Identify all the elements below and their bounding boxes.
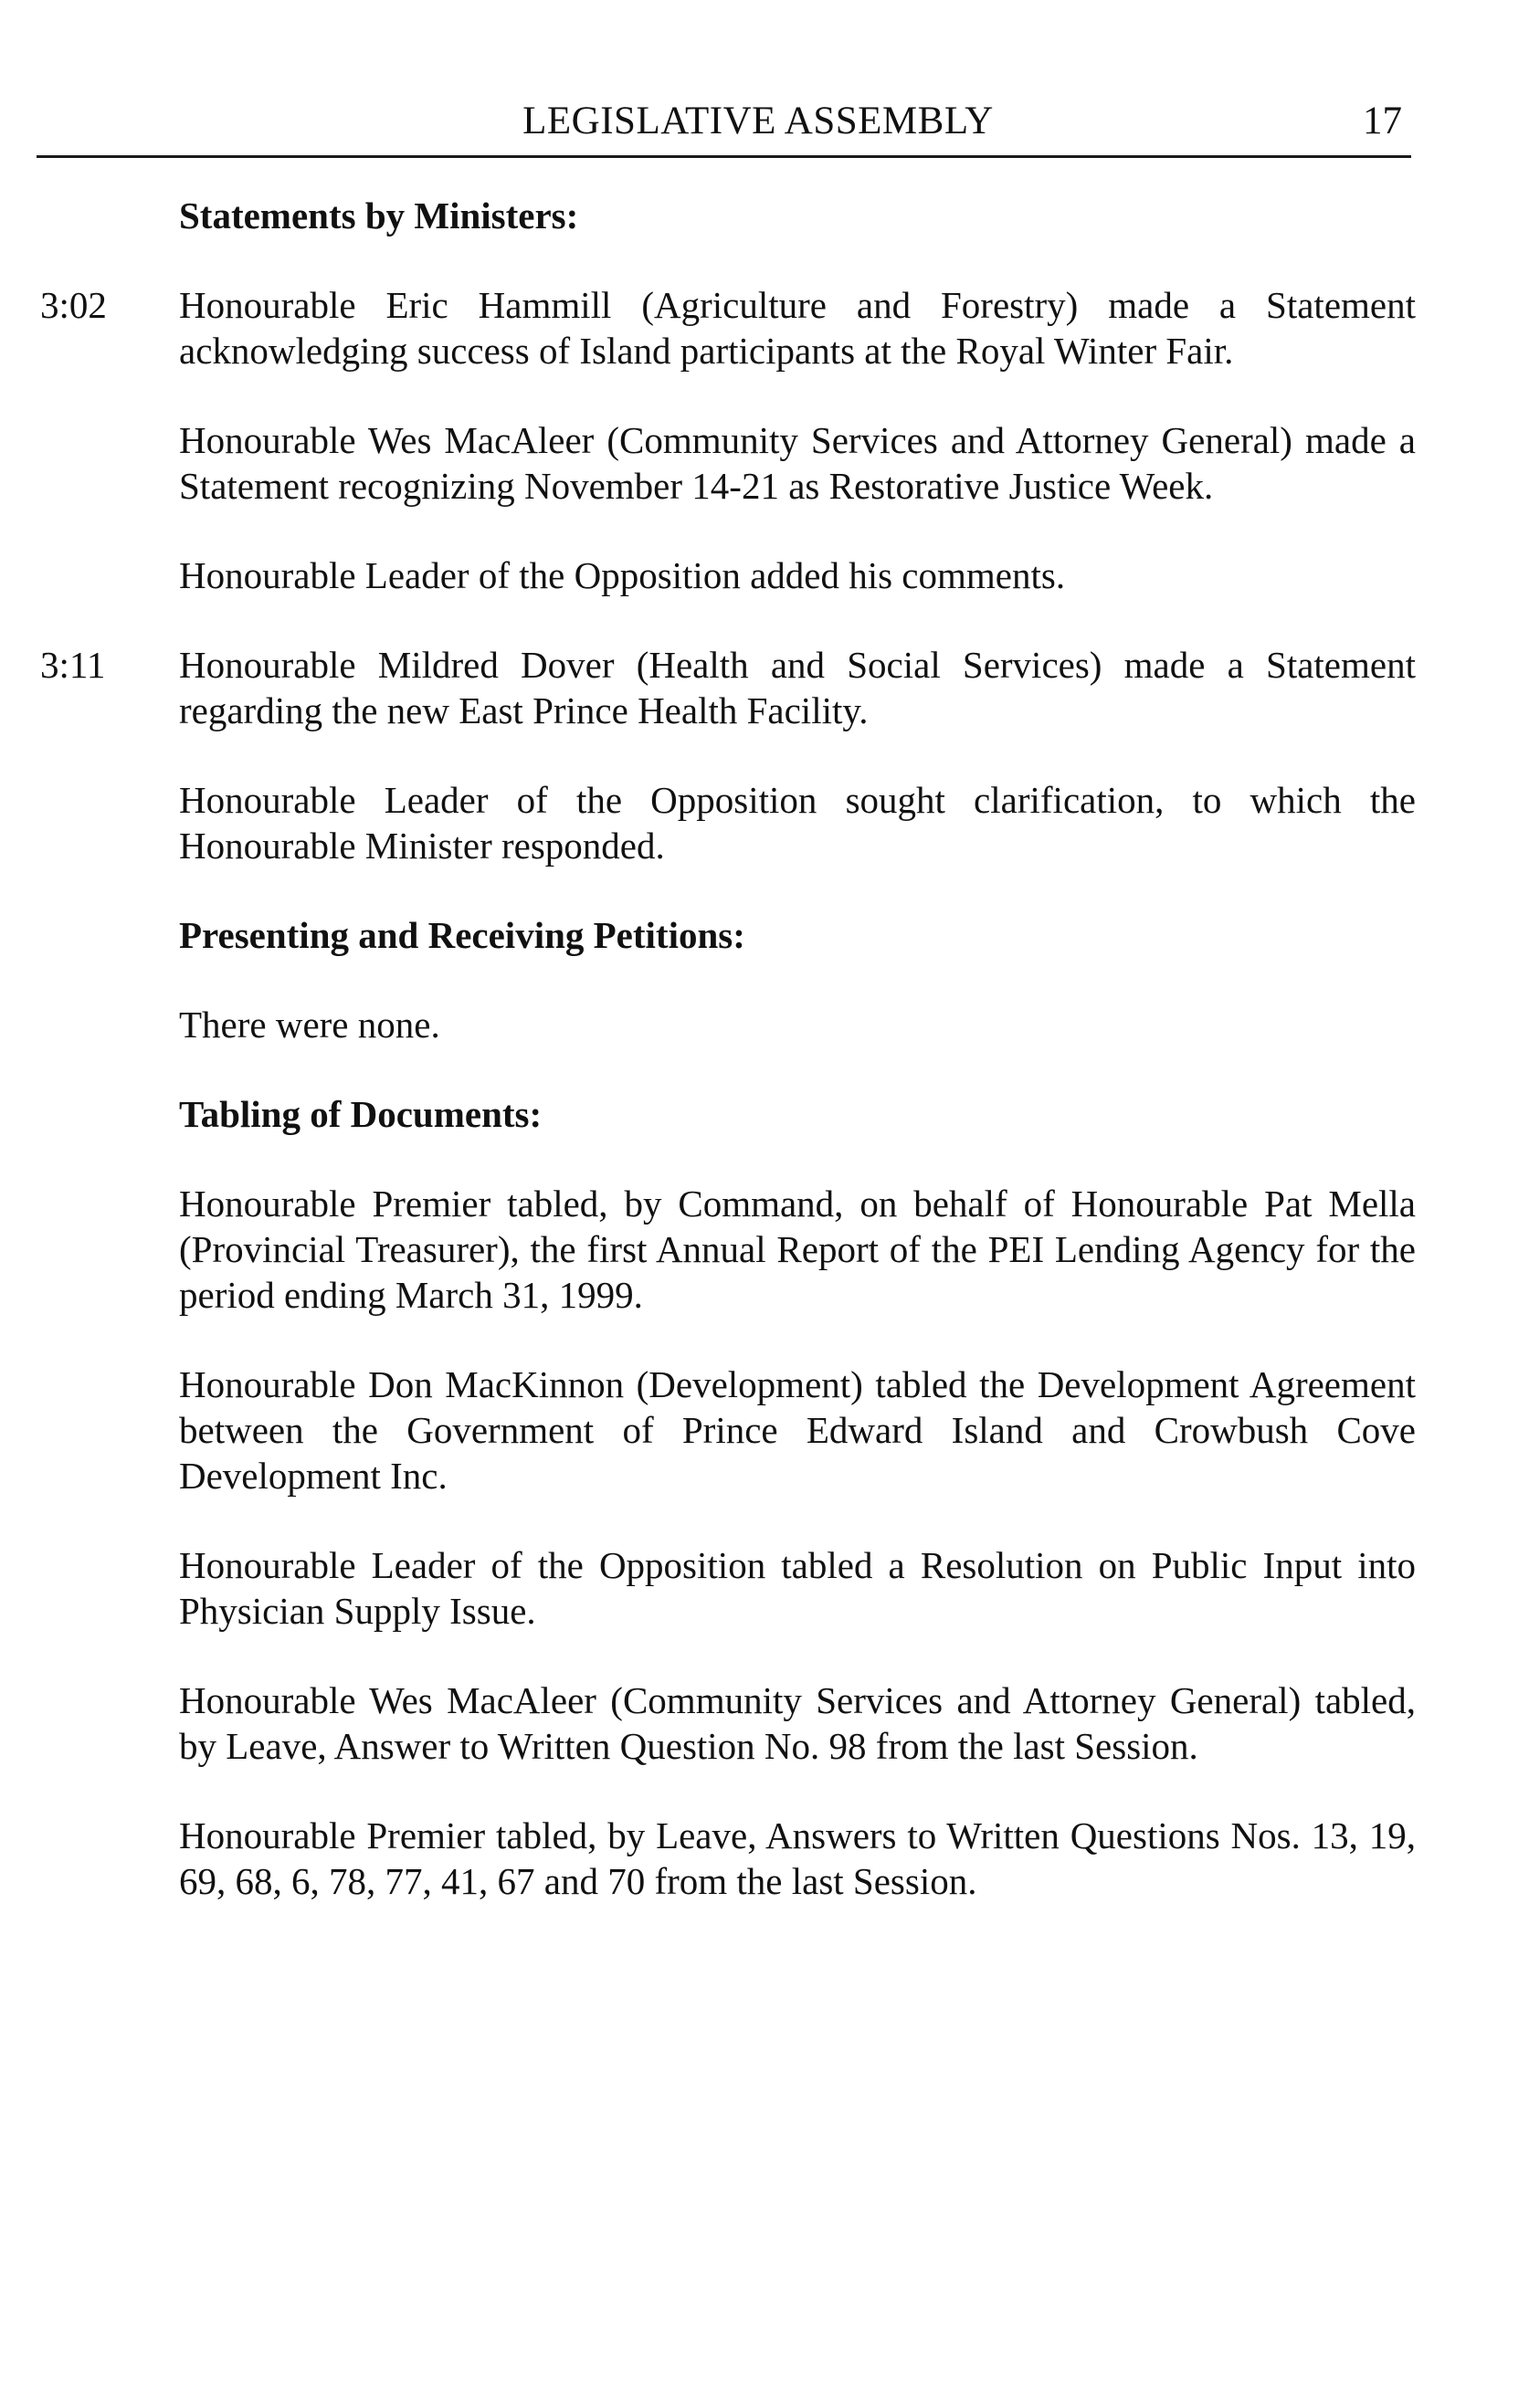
document-body	[40, 193, 1416, 1948]
paragraph-text: There were none.	[179, 1004, 440, 1046]
tabling-paragraph	[179, 1542, 1416, 1634]
header-title: LEGISLATIVE ASSEMBLY	[522, 100, 994, 142]
page-number: 17	[1363, 100, 1402, 142]
paragraph-text: Honourable Leader of the Opposition added his comments.	[179, 554, 1066, 596]
section-heading-statements	[179, 193, 1416, 238]
paragraph-text: Honourable Leader of the Opposition sought clarification, to which the Honourable Minister responded.	[179, 779, 1416, 867]
section-heading-petitions	[179, 912, 1416, 958]
page-header	[37, 99, 1411, 158]
paragraph-text: Honourable Premier tabled, by Leave, Answers to Written Questions Nos. 13, 19, 69, 68, 6, 78, 77, 41, 67 and 70 from the last Session.	[179, 1814, 1416, 1902]
tabling-paragraph	[179, 1362, 1416, 1498]
paragraph-text: Honourable Mildred Dover (Health and Social Services) made a Statement regarding the new East Prince Health Facility.	[179, 644, 1416, 731]
statements-heading: Statements by Ministers:	[179, 195, 579, 237]
statement-paragraph	[179, 777, 1416, 868]
tabling-paragraph	[179, 1181, 1416, 1318]
paragraph-text: Honourable Leader of the Opposition tabled a Resolution on Public Input into Physician Supply Issue.	[179, 1544, 1416, 1632]
time-marker: 3:02	[40, 284, 107, 326]
paragraph-text: Honourable Wes MacAleer (Community Services and Attorney General) tabled, by Leave, Answer to Written Question No. 98 from the last Session.	[179, 1679, 1416, 1767]
statement-paragraph	[40, 642, 1416, 733]
paragraph-text: Honourable Eric Hammill (Agriculture and Forestry) made a Statement acknowledging success of Island participants at the Royal Winter Fair.	[179, 284, 1416, 372]
paragraph-text: Honourable Wes MacAleer (Community Services and Attorney General) made a Statement recognizing November 14-21 as Restorative Justice Week.	[179, 419, 1416, 507]
petitions-paragraph	[179, 1002, 1416, 1047]
statement-paragraph	[179, 552, 1416, 598]
tabling-heading: Tabling of Documents:	[179, 1093, 543, 1135]
tabling-paragraph	[179, 1677, 1416, 1769]
paragraph-text: Honourable Premier tabled, by Command, on behalf of Honourable Pat Mella (Provincial Treasurer), the first Annual Report of the PEI Lending Agency for the period ending March 31, 1999.	[179, 1183, 1416, 1316]
paragraph-text: Honourable Don MacKinnon (Development) tabled the Development Agreement between the Government of Prince Edward Island and Crowbush Cove Development Inc.	[179, 1363, 1416, 1497]
petitions-heading: Presenting and Receiving Petitions:	[179, 914, 745, 956]
section-heading-tabling	[179, 1091, 1416, 1137]
time-marker: 3:11	[40, 644, 106, 686]
tabling-paragraph	[179, 1813, 1416, 1904]
statement-paragraph	[179, 417, 1416, 509]
statement-paragraph	[40, 282, 1416, 373]
